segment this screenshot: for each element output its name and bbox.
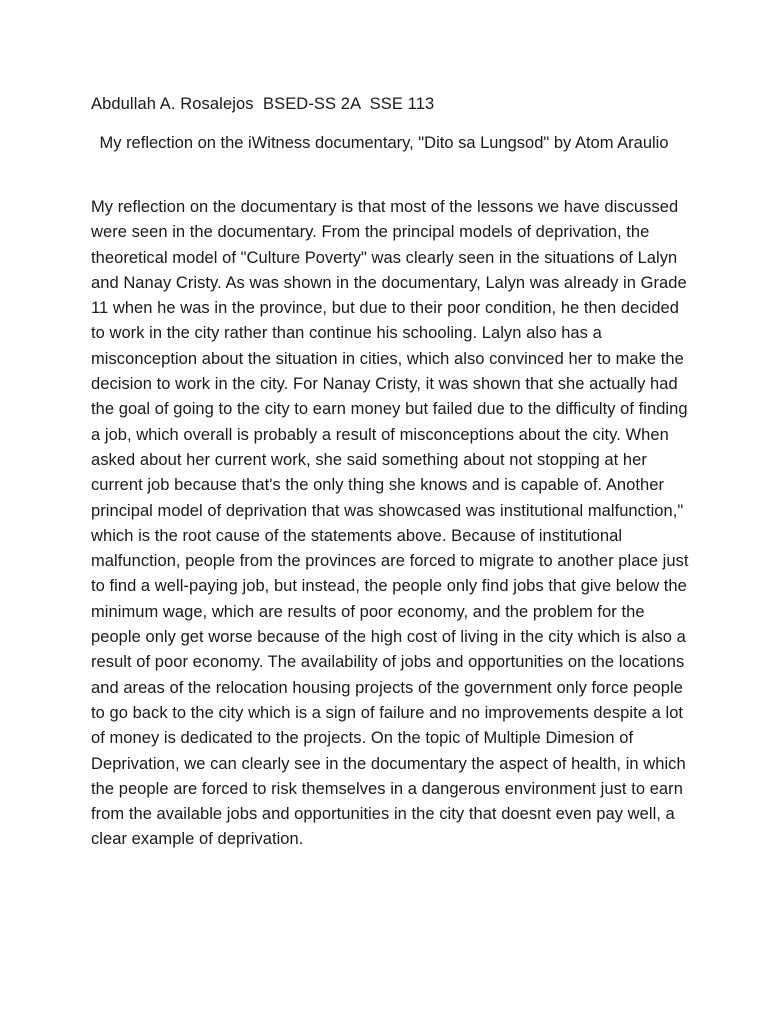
reflection-paragraph: My reflection on the documentary is that most of the lessons we have discussed were seen in the documentary. From the principal models of deprivation, the theoretical model of "Culture Poverty" was clearly seen in the situations of Lalyn and Nanay Cristy. As was shown in the documentary, Lalyn was already in Grade 11 when he was in the province, but due to their poor condition, he then decided to work in the city rather than continue his schooling. Lalyn also has a misconception about the situation in cities, which also convinced her to make the decision to work in the city. For Nanay Cristy, it was shown that she actually had the goal of going to the city to earn money but failed due to the difficulty of finding a job, which overall is probably a result of misconceptions about the city. When asked about her current work, she said something about not stopping at her current job because that's the only thing she knows and is capable of. Another principal model of deprivation that was showcased was institutional malfunction," which is the root cause of the statements above. Because of institutional malfunction, people from the provinces are forced to migrate to another place just to find a well-paying job, but instead, the people only find jobs that give below the minimum wage, which are results of poor economy, and the problem for the people only get worse because of the high cost of living in the city which is also a result of poor economy. The availability of jobs and opportunities on the locations and areas of the relocation housing projects of the government only force people to go back to the city which is a sign of failure and no improvements despite a lot of money is dedicated to the projects. On the topic of Multiple Dimesion of Deprivation, we can clearly see in the documentary the aspect of health, in which the people are forced to risk themselves in a dangerous environment just to earn from the available jobs and opportunities in the city that doesnt even pay well, a clear example of deprivation. [91, 198, 689, 849]
author-header: Abdullah A. Rosalejos BSED-SS 2A SSE 113 [91, 95, 435, 113]
document-title: My reflection on the iWitness documentary, "Dito sa Lungsod" by Atom Araulio [99, 134, 669, 152]
